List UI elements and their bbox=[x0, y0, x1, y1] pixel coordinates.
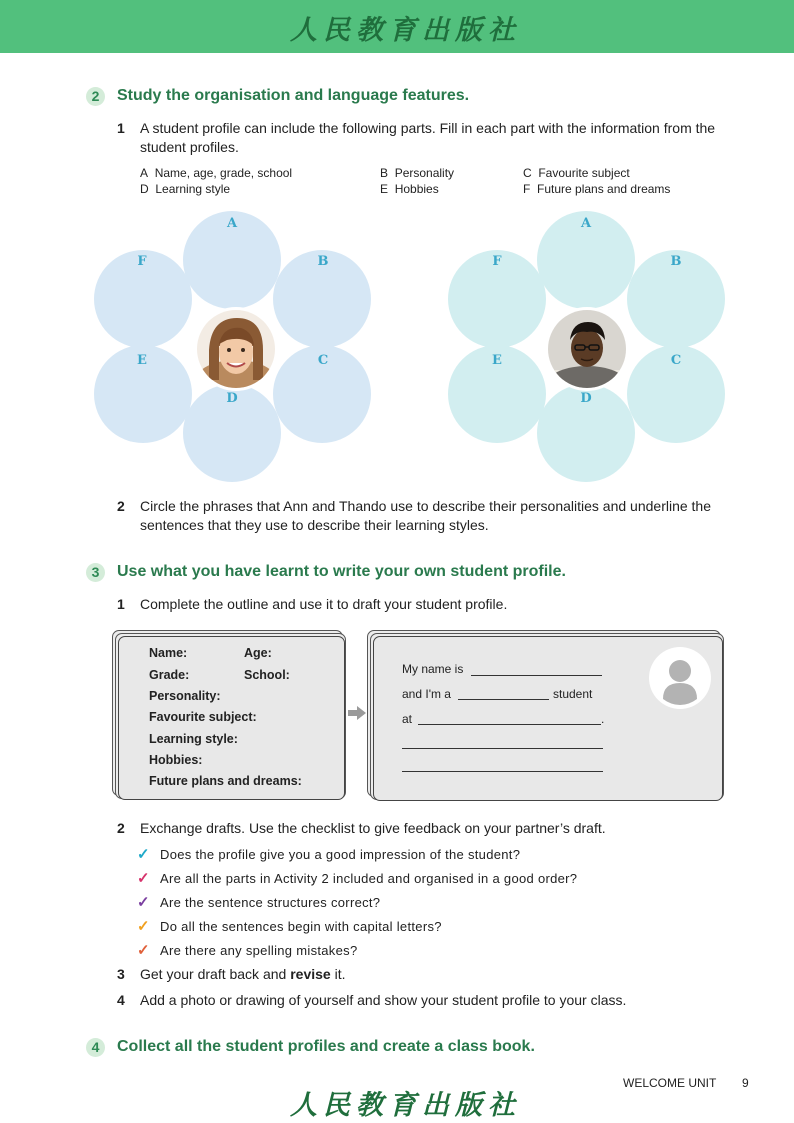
publisher-logo: 人民教育出版社 bbox=[290, 1090, 521, 1121]
draft-card bbox=[373, 636, 723, 801]
outline-learning-label: Learning style: bbox=[149, 732, 238, 746]
diagram-label-e: E bbox=[492, 353, 502, 368]
item-number: 3 bbox=[117, 966, 125, 982]
section-number: 3 bbox=[86, 563, 105, 582]
diagram-label-a: A bbox=[226, 216, 238, 231]
option-letter: F bbox=[523, 182, 531, 196]
option-label: Learning style bbox=[155, 182, 231, 196]
footer-unit: WELCOME UNIT bbox=[623, 1076, 717, 1090]
draft-grade-prompt: and I'm a bbox=[402, 687, 451, 701]
draft-period: . bbox=[601, 712, 605, 726]
draft-blank-line[interactable] bbox=[402, 748, 603, 749]
instruction-text: Circle the phrases that Ann and Thando use to describe their personalities and underline the sentences that they use to describe their learning styles. bbox=[140, 498, 711, 533]
option-letter: C bbox=[523, 166, 532, 180]
outline-favourite-label: Favourite subject: bbox=[149, 710, 257, 724]
outline-school-label: School: bbox=[244, 668, 290, 682]
check-icon: ✓ bbox=[137, 870, 150, 887]
grade-blank[interactable] bbox=[458, 699, 549, 700]
draft-student-word: student bbox=[553, 687, 593, 701]
student-photo-girl bbox=[194, 307, 278, 391]
avatar-placeholder-icon bbox=[649, 647, 711, 709]
option-letter: D bbox=[140, 182, 149, 196]
section-title: Study the organisation and language features. bbox=[117, 87, 470, 104]
diagram-label-a: A bbox=[580, 216, 592, 231]
check-icon: ✓ bbox=[137, 846, 150, 863]
section-number: 2 bbox=[86, 87, 105, 106]
option-label: Name, age, grade, school bbox=[154, 166, 293, 180]
draft-blank-line[interactable] bbox=[402, 771, 603, 772]
diagram-label-b: B bbox=[670, 254, 682, 269]
diagram-label-c: C bbox=[670, 353, 682, 368]
option-label: Personality bbox=[394, 166, 455, 180]
page-number: 9 bbox=[742, 1076, 749, 1090]
publisher-logo: 人民教育出版社 bbox=[290, 15, 521, 46]
checklist-item: Are all the parts in Activity 2 included and organised in a good order? bbox=[160, 871, 578, 886]
instruction-text-part: it. bbox=[330, 966, 346, 982]
option-letter: E bbox=[380, 182, 389, 196]
outline-personality-label: Personality: bbox=[149, 689, 221, 703]
option-letter: A bbox=[140, 166, 149, 180]
item-number: 2 bbox=[117, 820, 125, 836]
diagram-label-e: E bbox=[137, 353, 147, 368]
outline-hobbies-label: Hobbies: bbox=[149, 753, 203, 767]
item-number: 1 bbox=[117, 120, 125, 136]
checklist-item: Are the sentence structures correct? bbox=[160, 895, 381, 910]
instruction-text: Add a photo or drawing of yourself and show your student profile to your class. bbox=[140, 992, 627, 1008]
name-blank[interactable] bbox=[471, 675, 602, 676]
arrow-right-icon bbox=[348, 706, 366, 720]
draft-name-prompt: My name is bbox=[402, 662, 464, 676]
outline-age-label: Age: bbox=[244, 646, 272, 660]
check-icon: ✓ bbox=[137, 942, 150, 959]
item-number: 1 bbox=[117, 596, 125, 612]
instruction-text bbox=[140, 965, 345, 984]
section-title: Collect all the student profiles and create a class book. bbox=[117, 1038, 535, 1055]
diagram-label-d: D bbox=[580, 391, 592, 406]
checklist-item: Do all the sentences begin with capital letters? bbox=[160, 919, 442, 934]
draft-school-prompt: at bbox=[402, 712, 413, 726]
instruction-keyword: revise bbox=[290, 966, 331, 982]
outline-future-label: Future plans and dreams: bbox=[149, 774, 302, 788]
section-title: Use what you have learnt to write your own student profile. bbox=[117, 563, 566, 580]
diagram-label-c: C bbox=[317, 353, 329, 368]
diagram-label-d: D bbox=[226, 391, 238, 406]
outline-grade-label: Grade: bbox=[149, 668, 190, 682]
option-letter: B bbox=[380, 166, 389, 180]
diagram-label-f: F bbox=[492, 254, 502, 269]
student-photo-boy bbox=[545, 307, 629, 391]
outline-name-label: Name: bbox=[149, 646, 188, 660]
checklist-item: Are there any spelling mistakes? bbox=[160, 943, 358, 958]
diagram-label-b: B bbox=[317, 254, 329, 269]
instruction-text-part: Get your draft back and bbox=[140, 966, 291, 982]
item-number: 2 bbox=[117, 498, 125, 514]
option-label: Favourite subject bbox=[538, 166, 630, 180]
item-number: 4 bbox=[117, 992, 125, 1008]
checklist-item: Does the profile give you a good impression of the student? bbox=[160, 847, 521, 862]
section-number: 4 bbox=[86, 1038, 105, 1057]
option-label: Future plans and dreams bbox=[537, 182, 671, 196]
instruction-text: Exchange drafts. Use the checklist to give feedback on your partner’s draft. bbox=[140, 820, 606, 836]
option-label: Hobbies bbox=[394, 182, 439, 196]
outline-card bbox=[118, 636, 345, 800]
check-icon: ✓ bbox=[137, 894, 150, 911]
school-blank[interactable] bbox=[418, 724, 601, 725]
instruction-text: A student profile can include the following parts. Fill in each part with the information from the student profiles. bbox=[140, 120, 716, 155]
instruction-text: Complete the outline and use it to draft your student profile. bbox=[140, 596, 508, 612]
check-icon: ✓ bbox=[137, 918, 150, 935]
diagram-label-f: F bbox=[137, 254, 147, 269]
